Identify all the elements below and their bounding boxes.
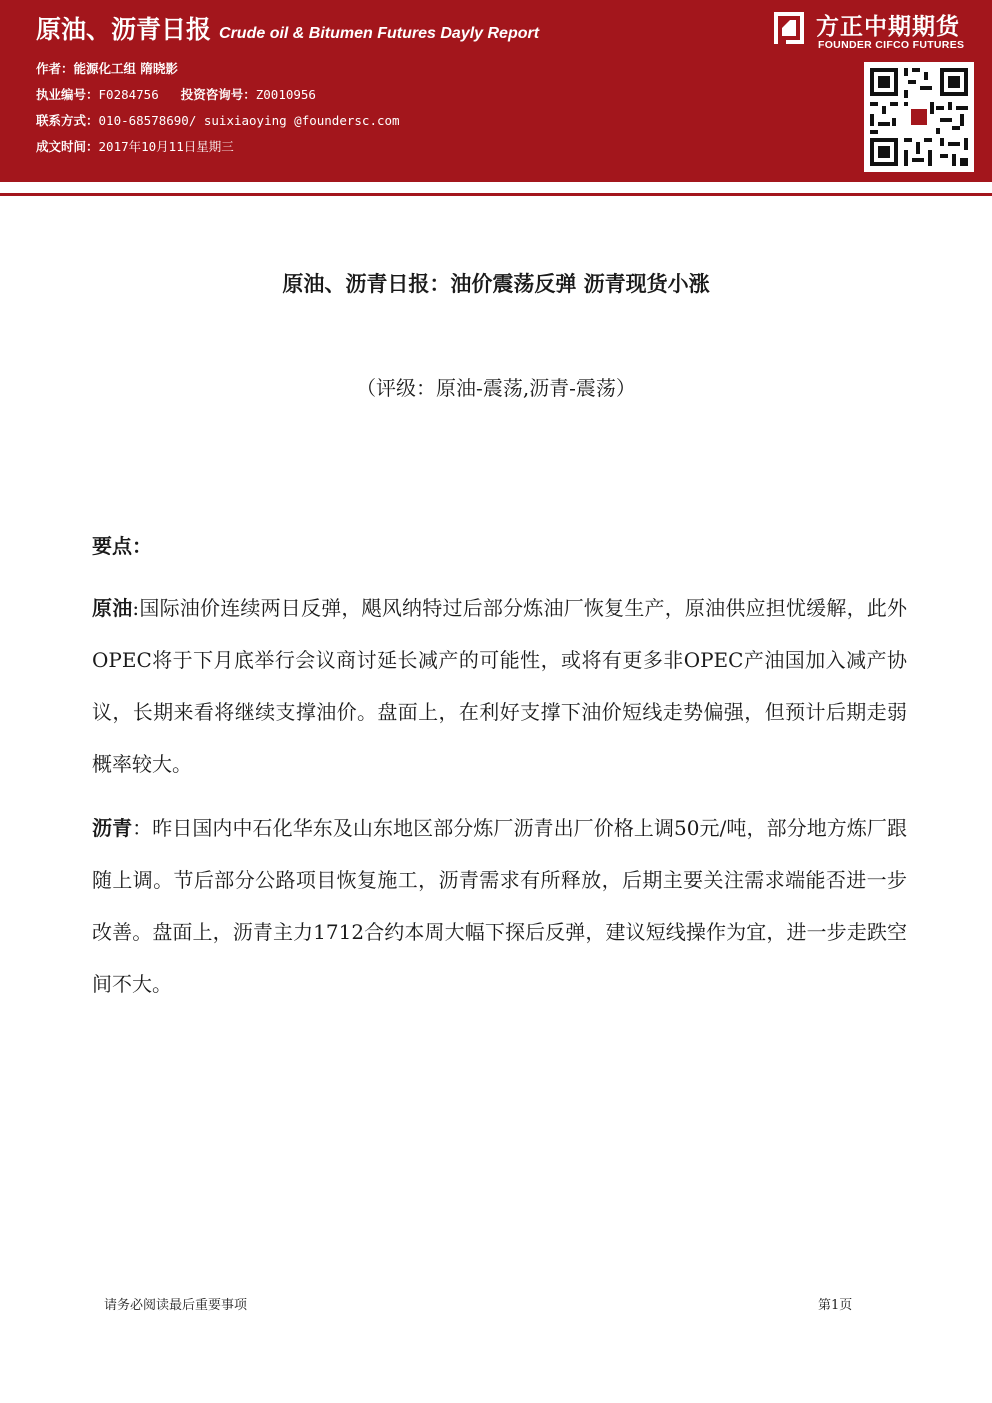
author-row xyxy=(36,56,400,82)
page-number: 第1页 xyxy=(818,1298,853,1313)
date-label: 成文时间： xyxy=(36,139,99,154)
qr-code-icon xyxy=(864,62,974,172)
report-rating: （评级：原油-震荡,沥青-震荡） xyxy=(356,376,636,400)
crude-oil-text: :国际油价连续两日反弹，飓风纳特过后部分炼油厂恢复生产，原油供应担忧缓解，此外OPEC将于下月底举行会议商讨延长减产的可能性，或将有更多非OPEC产油国加入减产协议，长期来看将继续支撑油价。盘面上，在利好支撑下油价短线走势偏强，但预计后期走弱概率较大。 xyxy=(92,596,907,776)
company-name-en: FOUNDER CIFCO FUTURES xyxy=(818,39,965,51)
bitumen-label: 沥青 xyxy=(92,816,133,840)
bitumen-text: ：昨日国内中石化华东及山东地区部分炼厂沥青出厂价格上调50元/吨，部分地方炼厂跟随上调。节后部分公路项目恢复施工，沥青需求有所释放，后期主要关注需求端能否进一步改善。盘面上，沥青主力1712合约本周大幅下探后反弹，建议短线操作为宜，进一步走跌空间不大。 xyxy=(92,816,907,996)
contact-value: 010-68578690/ suixiaoying @foundersc.com xyxy=(98,113,400,128)
footer-notice: 请务必阅读最后重要事项 xyxy=(104,1298,248,1313)
report-header xyxy=(0,0,992,182)
header-title-cn: 原油、沥青日报 xyxy=(36,15,212,44)
author-label: 作者： xyxy=(36,61,74,76)
report-title: 原油、沥青日报：油价震荡反弹 沥青现货小涨 xyxy=(282,272,710,296)
contact-row xyxy=(36,108,400,134)
crude-oil-paragraph xyxy=(92,582,907,790)
license-row xyxy=(36,82,400,108)
date-row xyxy=(36,134,400,160)
crude-oil-label: 原油 xyxy=(92,596,133,620)
header-title-en: Crude oil & Bitumen Futures Dayly Report xyxy=(219,25,540,42)
date-value: 2017年10月11日星期三 xyxy=(98,139,234,154)
consult-label: 投资咨询号： xyxy=(180,87,256,102)
author-meta xyxy=(36,56,400,160)
section-heading: 要点： xyxy=(92,534,152,558)
header-divider xyxy=(0,182,992,196)
company-name-cn: 方正中期期货 xyxy=(816,14,960,40)
company-logo-icon xyxy=(770,10,806,46)
license-value: F0284756 xyxy=(98,87,159,102)
consult-value: Z0010956 xyxy=(255,87,316,102)
license-label: 执业编号： xyxy=(36,87,99,102)
bitumen-paragraph xyxy=(92,802,907,1010)
contact-label: 联系方式： xyxy=(36,113,99,128)
header-title xyxy=(36,10,539,46)
author-value: 能源化工组 隋晓影 xyxy=(73,61,178,76)
